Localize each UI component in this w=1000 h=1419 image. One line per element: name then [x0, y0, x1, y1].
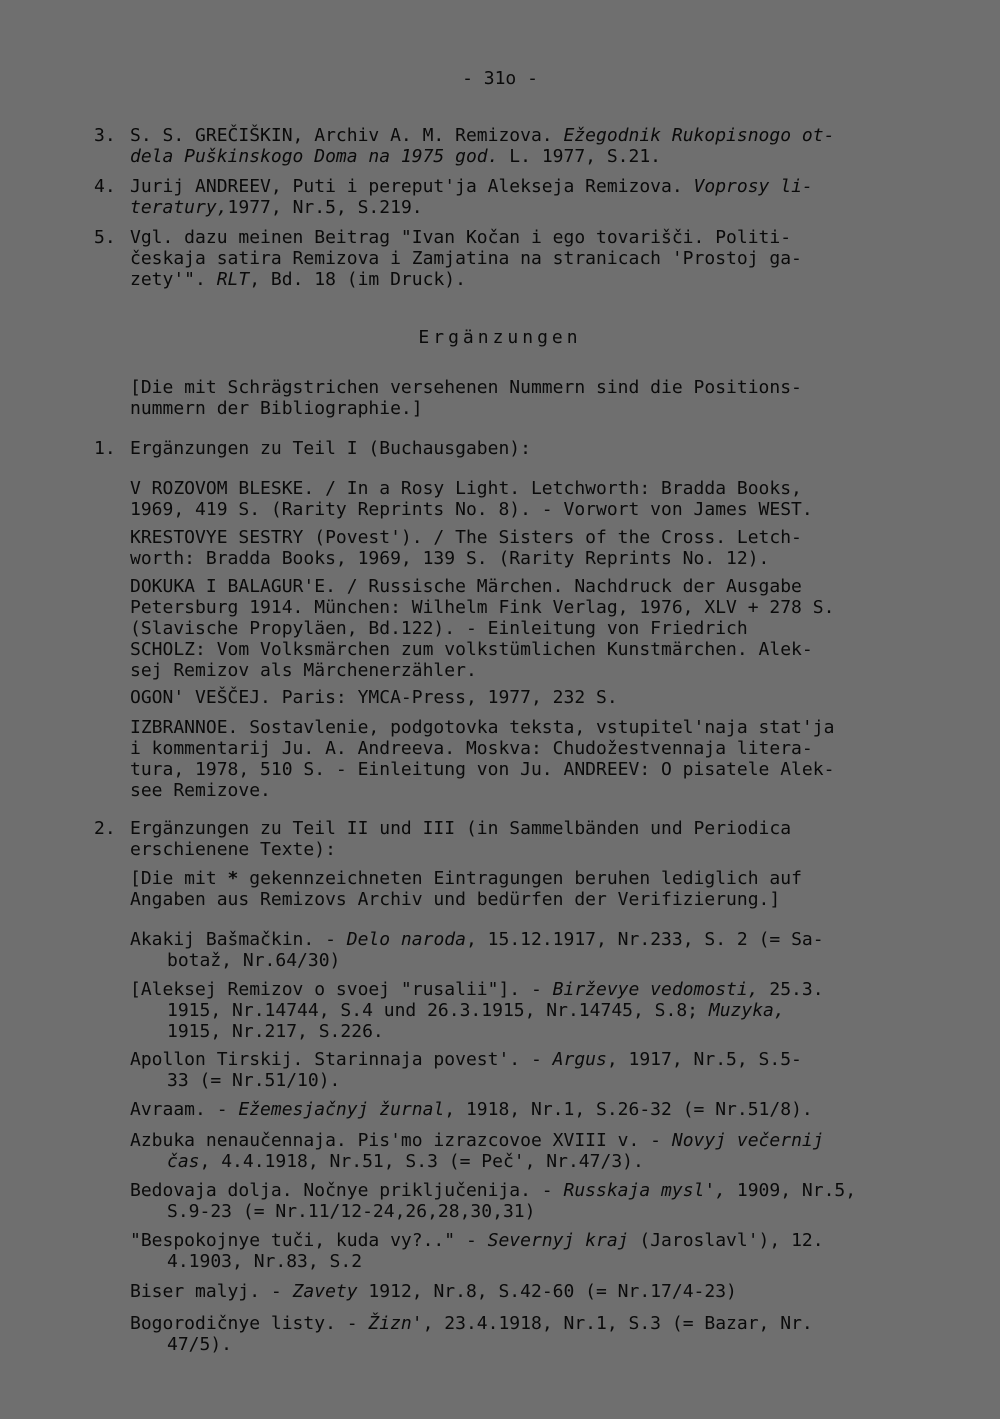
note-title-italic: teratury,: [130, 197, 228, 218]
entry-title: Bedovaja dolja. Nočnye priključenija. -: [130, 1180, 564, 1201]
entry-line: tura, 1978, 510 S. - Einleitung von Ju. ANDREEV: O pisatele Alek-: [130, 759, 835, 780]
section-number: 1.: [94, 438, 116, 459]
entry-line: V ROZOVOM BLESKE. / In a Rosy Light. Letchworth: Bradda Books,: [130, 478, 802, 499]
periodical-name: Novyj večernij: [671, 1130, 824, 1151]
note-text: českaja satira Remizova i Zamjatina na stranicach 'Prostoj ga-: [130, 248, 802, 269]
note-text: S. S. GREČIŠKIN, Archiv A. M. Remizova.: [130, 125, 564, 146]
note-5: [94, 227, 914, 290]
entry-line: IZBRANNOE. Sostavlenie, podgotovka teksta, vstupitel'naja stat'ja: [130, 717, 835, 738]
book-entry: [130, 687, 920, 708]
note-3: [94, 125, 914, 167]
entry-citation: 47/5).: [167, 1334, 233, 1355]
entry-line: Petersburg 1914. München: Wilhelm Fink Verlag, 1976, XLV + 278 S.: [130, 597, 835, 618]
note-title-italic: Voprosy li-: [693, 176, 813, 197]
text-entry: [130, 979, 920, 1042]
entry-line: worth: Bradda Books, 1969, 139 S. (Rarity Reprints No. 12).: [130, 548, 770, 569]
note-text: 1977, Nr.5, S.219.: [227, 197, 423, 218]
asterisk-marker: *: [227, 868, 239, 889]
note-text: , Bd. 18 (im Druck).: [249, 269, 466, 290]
entry-citation: (Jaroslavl'), 12.: [628, 1230, 824, 1251]
periodical-name: Ežemesjačnyj žurnal: [238, 1099, 445, 1120]
note-4: [94, 176, 914, 218]
entry-title: Bogorodičnye listy. -: [130, 1313, 369, 1334]
note-title-italic: dela Puškinskogo Doma na 1975 god.: [130, 146, 499, 167]
book-entry: [130, 717, 920, 801]
entry-citation: 1915, Nr.14744, S.4 und 26.3.1915, Nr.14745, S.8;: [167, 1000, 709, 1021]
entry-citation: 1909, Nr.5,: [726, 1180, 857, 1201]
entry-citation: 1915, Nr.217, S.226.: [167, 1021, 384, 1042]
periodical-name: Severnyj kraj: [487, 1230, 629, 1251]
entry-citation: 33 (= Nr.51/10).: [167, 1070, 341, 1091]
entry-line: see Remizove.: [130, 780, 271, 801]
note-text: zety'".: [130, 269, 217, 290]
text-entry: [130, 1281, 920, 1302]
entry-title: "Bespokojnye tuči, kuda vy?.." -: [130, 1230, 488, 1251]
note-line: Angaben aus Remizovs Archiv und bedürfen der Verifizierung.]: [130, 889, 781, 910]
entry-citation: , 1918, Nr.1, S.26-32 (= Nr.51/8).: [444, 1099, 813, 1120]
note-title-italic: Ežegodnik Rukopisnogo ot-: [563, 125, 835, 146]
entry-citation: 1912, Nr.8, S.42-60 (= Nr.17/4-23): [357, 1281, 737, 1302]
text-entry: [130, 1099, 920, 1120]
periodical-name: Argus: [552, 1049, 607, 1070]
entry-title: Avraam. -: [130, 1099, 239, 1120]
periodical-name: Birževye vedomosti,: [552, 979, 759, 1000]
entry-citation: , 23.4.1918, Nr.1, S.3 (= Bazar, Nr.: [422, 1313, 813, 1334]
text-entry: [130, 1313, 920, 1355]
book-entry: [130, 527, 920, 569]
section-title: Ergänzungen zu Teil II und III (in Sammelbänden und Periodica: [130, 818, 792, 839]
entry-line: sej Remizov als Märchenerzähler.: [130, 660, 477, 681]
entry-line: SCHOLZ: Vom Volksmärchen zum volkstümlichen Kunstmärchen. Alek-: [130, 639, 813, 660]
entry-line: DOKUKA I BALAGUR'E. / Russische Märchen. Nachdruck der Ausgabe: [130, 576, 802, 597]
entry-citation: , 4.4.1918, Nr.51, S.3 (= Peč', Nr.47/3).: [199, 1151, 644, 1172]
periodical-name: Russkaja mysl',: [563, 1180, 727, 1201]
entry-line: OGON' VEŠČEJ. Paris: YMCA-Press, 1977, 232 S.: [130, 687, 618, 708]
entry-title: Apollon Tirskij. Starinnaja povest'. -: [130, 1049, 553, 1070]
entry-citation: 4.1903, Nr.83, S.2: [167, 1251, 363, 1272]
text-entry: [130, 1049, 920, 1091]
note-text: L. 1977, S.21.: [498, 146, 662, 167]
section-2-note: [130, 868, 920, 910]
entry-citation: botaž, Nr.64/30): [167, 950, 341, 971]
intro-line: nummern der Bibliographie.]: [130, 398, 423, 419]
note-number: 3.: [94, 125, 116, 146]
entry-title: Azbuka nenaučennaja. Pis'mo izrazcovoe XVIII v. -: [130, 1130, 672, 1151]
section-number: 2.: [94, 818, 116, 839]
entry-line: i kommentarij Ju. A. Andreeva. Moskva: Chudožestvennaja litera-: [130, 738, 813, 759]
section-title: Ergänzungen zu Teil I (Buchausgaben):: [130, 438, 531, 459]
note-number: 4.: [94, 176, 116, 197]
entry-title: Akakij Bašmačkin. -: [130, 929, 347, 950]
periodical-name: čas: [167, 1151, 200, 1172]
entry-citation: S.9-23 (= Nr.11/12-24,26,28,30,31): [167, 1201, 536, 1222]
entry-title: [Aleksej Remizov o svoej "rusalii"]. -: [130, 979, 553, 1000]
entry-line: 1969, 419 S. (Rarity Reprints No. 8). - Vorwort von James WEST.: [130, 499, 813, 520]
entry-line: KRESTOVYE SESTRY (Povest'). / The Sisters of the Cross. Letch-: [130, 527, 802, 548]
text-entry: [130, 1130, 920, 1172]
text-entry: [130, 929, 920, 971]
section-heading: Ergänzungen: [418, 327, 582, 348]
periodical-name: Zavety: [292, 1281, 358, 1302]
note-line: [Die mit: [130, 868, 228, 889]
section-2-title: [94, 818, 914, 860]
entry-citation: , 15.12.1917, Nr.233, S. 2 (= Sa-: [465, 929, 824, 950]
note-title-italic: RLT: [216, 269, 250, 290]
periodical-name: Žizn': [368, 1313, 423, 1334]
section-title: erschienene Texte):: [130, 839, 336, 860]
note-line: gekennzeichneten Eintragungen beruhen lediglich auf: [238, 868, 802, 889]
intro-line: [Die mit Schrägstrichen versehenen Nummern sind die Positions-: [130, 377, 802, 398]
note-text: Jurij ANDREEV, Puti i pereput'ja Alekseja Remizova.: [130, 176, 694, 197]
entry-title: Biser malyj. -: [130, 1281, 293, 1302]
book-entry: [130, 576, 920, 681]
periodical-name: Delo naroda: [346, 929, 466, 950]
entry-citation: 25.3.: [758, 979, 824, 1000]
page-number: - 31o -: [462, 68, 538, 89]
entry-line: (Slavische Propyläen, Bd.122). - Einleitung von Friedrich: [130, 618, 748, 639]
section-1-title: [94, 438, 914, 459]
entry-citation: , 1917, Nr.5, S.5-: [606, 1049, 802, 1070]
note-number: 5.: [94, 227, 116, 248]
text-entry: [130, 1230, 920, 1272]
note-text: Vgl. dazu meinen Beitrag "Ivan Kočan i ego tovarišči. Politi-: [130, 227, 792, 248]
periodical-name: Muzyka,: [708, 1000, 785, 1021]
intro-note: [130, 377, 920, 419]
text-entry: [130, 1180, 920, 1222]
book-entry: [130, 478, 920, 520]
